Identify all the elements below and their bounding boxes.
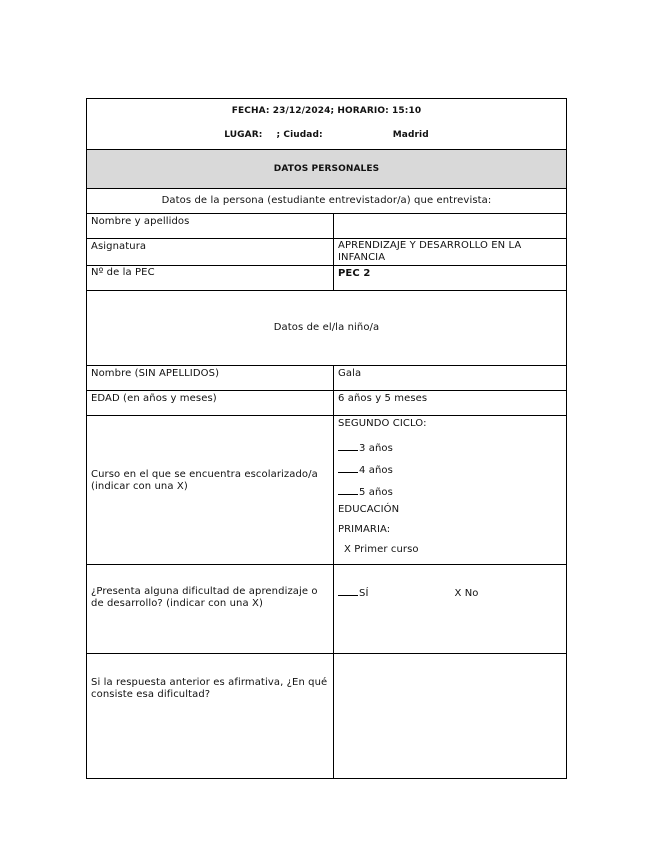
option-4-anos — [338, 460, 562, 482]
option-5-anos-label: 5 años — [359, 487, 393, 498]
pec-label-cell — [87, 266, 334, 291]
header-cell — [87, 99, 567, 150]
asignatura-label: Asignatura — [91, 241, 147, 252]
consiste-label-cell — [87, 654, 334, 779]
primer-curso-option: X Primer curso — [344, 544, 419, 555]
asignatura-value: APRENDIZAJE Y DESARROLLO EN LA INFANCIA — [338, 240, 522, 263]
section-title-row — [87, 150, 567, 189]
dificultad-label: ¿Presenta alguna dificultad de aprendizaje o de desarrollo? (indicar con una X) — [91, 586, 318, 609]
fecha-horario-text: FECHA: 23/12/2024; HORARIO: 15:10 — [231, 106, 422, 116]
lugar-label: LUGAR: — [224, 130, 263, 140]
nino-edad-label-cell — [87, 391, 334, 416]
nino-nombre-row — [87, 366, 567, 391]
asignatura-label-cell — [87, 239, 334, 266]
dificultad-no-label: X No — [454, 588, 479, 599]
pec-value-cell — [334, 266, 567, 291]
curso-options-cell — [334, 416, 567, 565]
section-subtitle: Datos de la persona (estudiante entrevistador/a) que entrevista: — [87, 189, 567, 214]
nino-title: Datos de el/la niño/a — [87, 291, 567, 366]
pec-value: PEC 2 — [338, 268, 371, 279]
asignatura-row — [87, 239, 567, 266]
blank-line — [338, 586, 358, 596]
interview-form-table — [86, 98, 567, 779]
dificultad-label-cell — [87, 565, 334, 654]
educacion-label: EDUCACIÓN — [338, 504, 400, 515]
blank-line — [338, 485, 358, 495]
nombre-apellidos-label: Nombre y apellidos — [91, 216, 190, 227]
header-row — [87, 99, 567, 150]
ciudad-label: ; Ciudad: — [276, 130, 323, 140]
pec-label: Nº de la PEC — [91, 267, 155, 278]
curso-row — [87, 416, 567, 565]
nino-nombre-label: Nombre (SIN APELLIDOS) — [91, 368, 220, 379]
option-5-anos — [338, 482, 562, 504]
nombre-apellidos-label-cell — [87, 214, 334, 239]
nino-edad-row — [87, 391, 567, 416]
asignatura-value-cell — [334, 239, 567, 266]
option-3-anos-label: 3 años — [359, 443, 393, 454]
nombre-apellidos-row — [87, 214, 567, 239]
section-subtitle-row — [87, 189, 567, 214]
nino-title-row — [87, 291, 567, 366]
nino-edad-label: EDAD (en años y meses) — [91, 393, 217, 404]
consiste-value — [334, 654, 567, 779]
option-3-anos — [338, 438, 562, 460]
nino-nombre-label-cell — [87, 366, 334, 391]
blank-line — [338, 463, 358, 473]
nino-edad-value-cell — [334, 391, 567, 416]
dificultad-answer-cell — [334, 565, 567, 654]
curso-options-list — [338, 418, 562, 564]
lugar-line — [91, 129, 562, 141]
nino-edad-value: 6 años y 5 meses — [338, 393, 428, 404]
primaria-label: PRIMARIA: — [338, 524, 391, 535]
nino-nombre-value-cell — [334, 366, 567, 391]
consiste-label: Si la respuesta anterior es afirmativa, ¿En qué consiste esa dificultad? — [91, 677, 328, 700]
dificultad-answer-line — [338, 586, 562, 600]
ciudad-value: Madrid — [392, 130, 429, 140]
curso-label: Curso en el que se encuentra escolarizado/a (indicar con una X) — [91, 469, 318, 492]
blank-line — [338, 441, 358, 451]
nombre-apellidos-value — [334, 214, 567, 239]
dificultad-row — [87, 565, 567, 654]
option-4-anos-label: 4 años — [359, 465, 393, 476]
curso-label-cell — [87, 416, 334, 565]
dificultad-si-label: SÍ — [359, 588, 369, 599]
consiste-row — [87, 654, 567, 779]
pec-row — [87, 266, 567, 291]
section-title: DATOS PERSONALES — [87, 150, 567, 189]
nino-nombre-value: Gala — [338, 368, 362, 379]
segundo-ciclo-label: SEGUNDO CICLO: — [338, 418, 427, 429]
